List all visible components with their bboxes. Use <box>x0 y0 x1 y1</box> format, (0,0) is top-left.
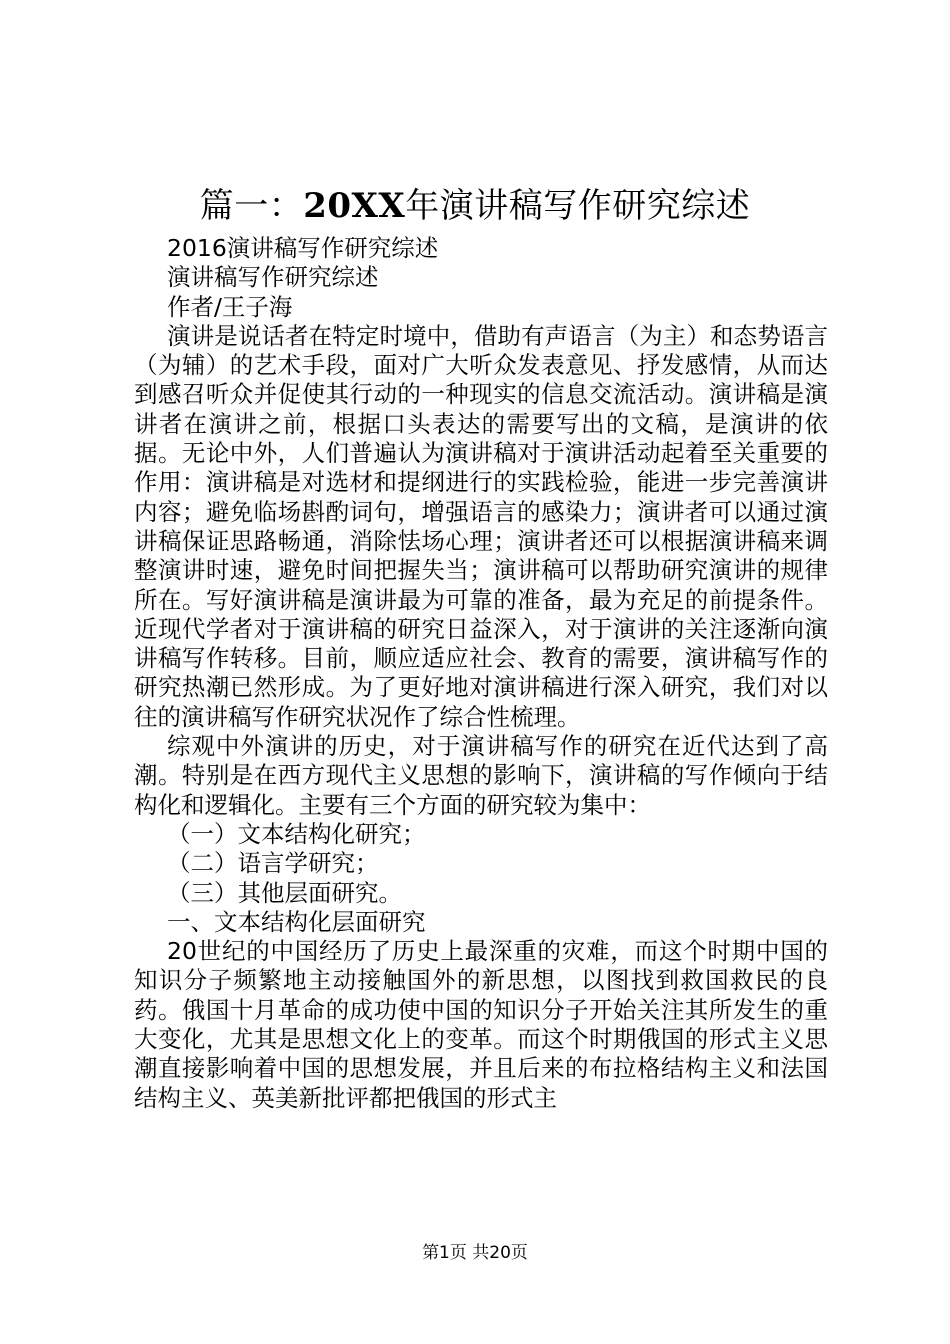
title-prefix: 篇一： <box>199 186 304 226</box>
list-item: （三）其他层面研究。 <box>167 878 402 907</box>
list-item: （二）语言学研究； <box>167 849 379 878</box>
subtitle-line: 2016演讲稿写作研究综述 <box>167 234 439 262</box>
title-number: 20XX <box>303 186 406 226</box>
subtitle-line: 演讲稿写作研究综述 <box>167 263 379 292</box>
author-line: 作者/王子海 <box>167 292 293 321</box>
list-item: （一）文本结构化研究； <box>167 819 426 848</box>
section-heading: 一、文本结构化层面研究 <box>167 907 426 936</box>
page-footer: 第1页 共20页 <box>422 1243 528 1263</box>
title-suffix: 年演讲稿写作研究综述 <box>405 186 751 226</box>
document-title <box>0 181 950 231</box>
body-paragraph: 综观中外演讲的历史，对于演讲稿写作的研究在近代达到了高潮。特别是在西方现代主义思想的影响下，演讲稿的写作倾向于结构化和逻辑化。主要有三个方面的研究较为集中： <box>134 732 828 819</box>
body-paragraph: 20世纪的中国经历了历史上最深重的灾难，而这个时期中国的知识分子频繁地主动接触国外的新思想，以图找到救国救民的良药。俄国十月革命的成功使中国的知识分子开始关注其所发生的重大变化，尤其是思想文化上的变革。而这个时期俄国的形式主义思潮直接影响着中国的思想发展，并且后来的布拉格结构主义和法国结构主义、英美新批评都把俄国的形式主 <box>134 937 828 1112</box>
document-body <box>134 234 828 1113</box>
body-paragraph: 演讲是说话者在特定时境中，借助有声语言（为主）和态势语言（为辅）的艺术手段，面对广大听众发表意见、抒发感情，从而达到感召听众并促使其行动的一种现实的信息交流活动。演讲稿是演讲者在演讲之前，根据口头表达的需要写出的文稿，是演讲的依据。无论中外，人们普遍认为演讲稿对于演讲活动起着至关重要的作用：演讲稿是对选材和提纲进行的实践检验，能进一步完善演讲内容；避免临场斟酌词句，增强语言的感染力；演讲者可以通过演讲稿保证思路畅通，消除怯场心理；演讲者还可以根据演讲稿来调整演讲时速，避免时间把握失当；演讲稿可以帮助研究演讲的规律所在。写好演讲稿是演讲最为可靠的准备，最为充足的前提条件。近现代学者对于演讲稿的研究日益深入，对于演讲的关注逐渐向演讲稿写作转移。目前，顺应适应社会、教育的需要，演讲稿写作的研究热潮已然形成。为了更好地对演讲稿进行深入研究，我们对以往的演讲稿写作研究状况作了综合性梳理。 <box>134 321 828 731</box>
